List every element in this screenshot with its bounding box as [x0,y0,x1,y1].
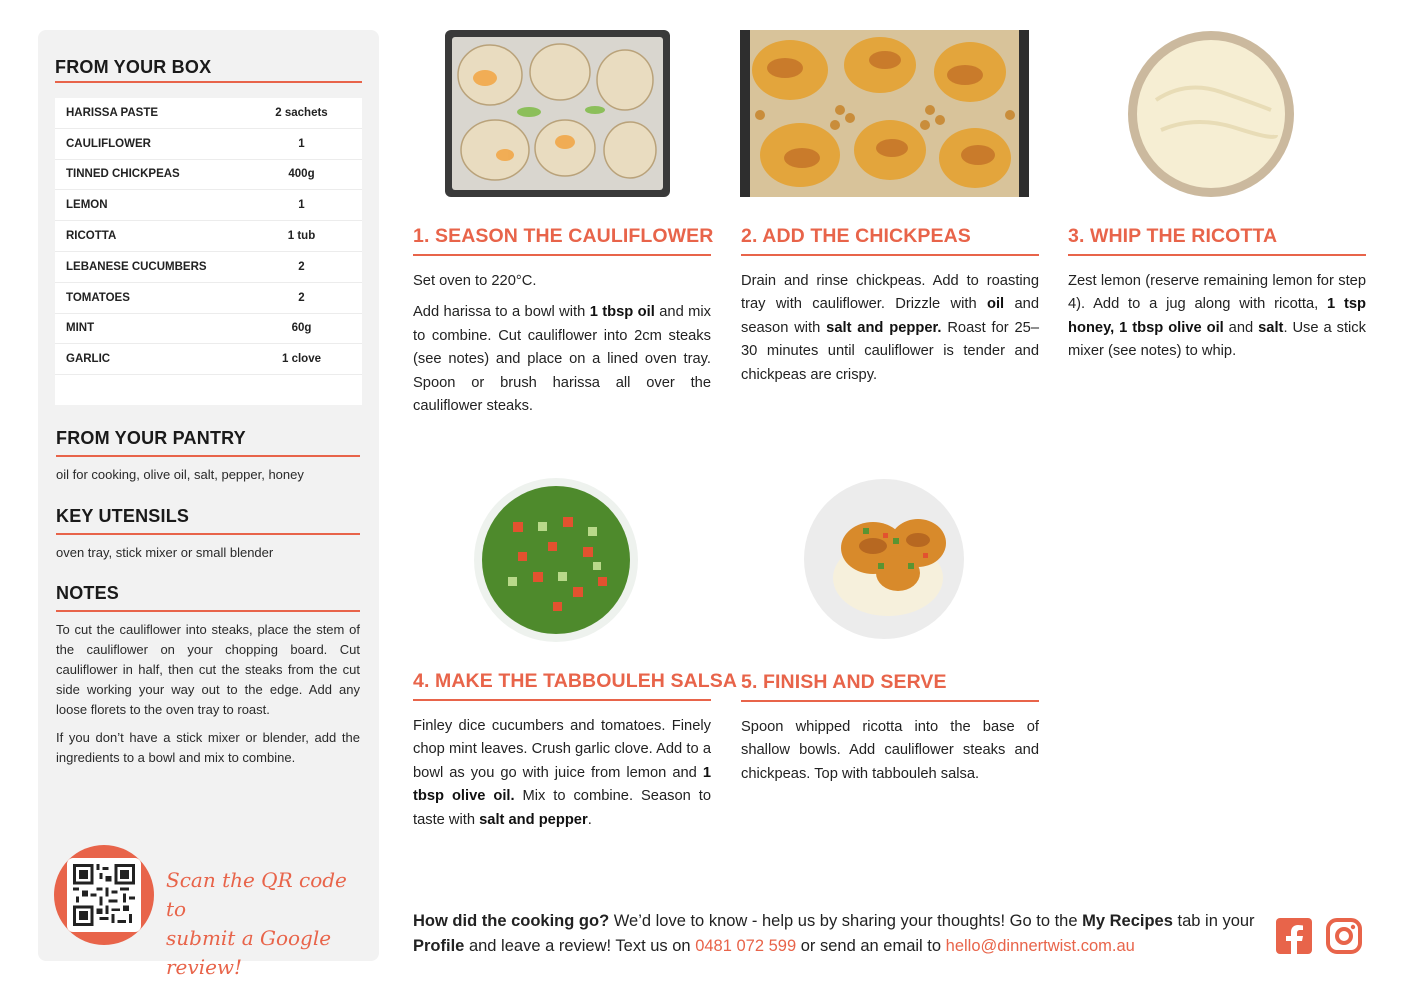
ingredient-qty: 1 [298,199,305,212]
step-paragraph [1068,270,1366,364]
step-instructions [741,716,1039,786]
step-instructions [741,270,1039,387]
pantry-text: oil for cooking, olive oil, salt, pepper, honey [56,467,304,482]
step-4 [413,670,738,832]
divider [741,700,1039,702]
notes-title: NOTES [56,583,120,603]
table-row [55,344,362,375]
table-row [55,283,362,314]
step-title: 2. ADD THE CHICKPEAS [741,225,971,247]
bold-ingredient: salt and pepper [479,811,588,828]
text-segment: . Use a stick mixer (see notes) to whip. [1068,319,1366,360]
ingredient-qty: 60g [291,322,312,335]
ingredient-qty: 1 [298,137,305,150]
roasted-tray-photo [740,30,1029,197]
notes-section [56,583,360,768]
step-1-photo [445,30,670,197]
finished-dish-photo [803,478,965,640]
step-2-photo [740,30,1029,197]
qr-code-icon [73,864,135,926]
qr-badge [54,845,154,945]
table-row [55,160,362,191]
ingredients-table [55,98,362,405]
footer-question: How did the cooking go? [413,912,610,930]
text-segment: and [1223,319,1259,336]
facebook-glyph [1275,917,1313,955]
utensils-title: KEY UTENSILS [56,506,190,526]
text-segment: and mix to combine. Cut cauliflower into 2cm steaks (see notes) and place on a lined oven tray. Spoon or brush harissa all over the cauliflower steaks. [413,304,711,415]
table-row [55,221,362,252]
divider [56,455,360,457]
salsa-bowl-photo [473,477,639,643]
ingredient-name: HARISSA PASTE [66,106,159,119]
feedback-footer [413,909,1263,959]
text-segment: Mix to combine. Season to taste with [413,788,711,828]
text-segment: Finley dice cucumbers and tomatoes. Finely chop mint leaves. Crush garlic clove. Add to a bowl as you go with juice from lemon and [413,718,711,781]
step-2 [741,225,1039,387]
ingredient-name: CAULIFLOWER [66,137,151,150]
bold-ingredient: oil [987,296,1005,313]
divider [1068,254,1366,256]
step-paragraph: Spoon whipped ricotta into the base of shallow bowls. Add cauliflower steaks and chickpeas. Top with tabbouleh salsa. [741,719,1039,782]
note-paragraph: To cut the cauliflower into steaks, place the stem of the cauliflower on your chopping board. Cut cauliflower in half, then cut the steaks from the cut side working your way out to the edge. Add any loose florets to the oven tray to roast. [56,622,360,717]
text-segment: and season with [741,296,1039,336]
bold-ingredient: 1 tsp honey, 1 tbsp olive oil [1068,296,1366,336]
utensils-section [56,506,360,563]
ingredient-name: GARLIC [66,353,111,366]
table-row [55,98,362,129]
facebook-icon[interactable] [1275,917,1313,955]
step-1 [413,225,714,418]
phone-link[interactable]: 0481 072 599 [695,937,797,955]
text-segment: Add harissa to a bowl with [413,304,590,321]
qr-caption [166,866,366,982]
table-row [55,190,362,221]
text-segment: Roast for 25–30 minutes until cauliflower is tender and chickpeas are crispy. [741,319,1039,383]
my-recipes-label: My Recipes [1082,912,1173,930]
step-instructions [413,270,711,418]
box-title: FROM YOUR BOX [55,57,212,77]
bold-ingredient: salt and pepper. [826,319,942,336]
divider [56,533,360,535]
ingredient-qty: 2 [298,291,305,304]
ingredient-qty: 400g [288,168,315,181]
step-title: 4. MAKE THE TABBOULEH SALSA [413,670,738,692]
qr-caption-line: submit a Google review! [166,926,332,979]
step-3 [1068,225,1366,364]
ingredient-name: RICOTTA [66,230,117,243]
text-segment: Zest lemon (reserve remaining lemon for step 4). Add to a jug along with ricotta, [1068,273,1366,313]
table-row [55,252,362,283]
text-segment: tab in your [1172,912,1255,930]
ingredient-name: TOMATOES [66,291,130,304]
ingredient-qty: 1 tub [287,230,316,243]
ingredient-name: MINT [66,322,95,335]
qr-code[interactable] [67,858,141,932]
ingredient-qty: 2 [298,260,305,273]
divider [413,699,711,701]
instagram-glyph [1325,917,1363,955]
bold-ingredient: salt [1258,319,1284,336]
divider [413,254,711,256]
table-row [55,129,362,160]
step-5 [741,671,1039,786]
instagram-icon[interactable] [1325,917,1363,955]
divider [55,81,362,83]
utensils-text: oven tray, stick mixer or small blender [56,545,274,560]
step-title: 3. WHIP THE RICOTTA [1068,225,1278,247]
step-4-photo [473,477,639,643]
tray-photo [445,30,670,197]
ricotta-bowl-photo [1126,30,1296,198]
step-paragraph [741,270,1039,387]
sidebar [38,30,379,979]
text-segment: or send an email to [796,937,946,955]
divider [56,610,360,612]
step-title: 5. FINISH AND SERVE [741,671,947,693]
text-segment: We’d love to know - help us by sharing your thoughts! Go to the [609,912,1083,930]
step-5-photo [803,478,965,640]
step-instructions [1068,270,1366,364]
ingredient-qty: 2 sachets [275,106,328,119]
text-segment: and leave a review! Text us on [464,937,696,955]
ingredient-qty: 1 clove [282,353,321,366]
step-paragraph [413,301,711,418]
ingredient-name: TINNED CHICKPEAS [66,168,180,181]
step-paragraph [413,715,711,832]
step-title: 1. SEASON THE CAULIFLOWER [413,225,714,247]
qr-caption-line: Scan the QR code to [166,868,347,921]
bold-ingredient: 1 tbsp olive oil. [413,764,711,805]
profile-label: Profile [413,937,465,955]
bold-ingredient: 1 tbsp oil [589,304,655,321]
text-segment: . [587,811,592,828]
pantry-section [56,428,360,485]
text-segment: Drain and rinse chickpeas. Add to roasting tray with cauliflower. Drizzle with [741,273,1039,313]
email-link[interactable]: hello@dinnertwist.com.au [945,937,1135,955]
ingredient-name: LEBANESE CUCUMBERS [66,260,207,273]
note-paragraph: If you don’t have a stick mixer or blender, add the ingredients to a bowl and mix to combine. [56,730,360,765]
pantry-title: FROM YOUR PANTRY [56,428,246,448]
ingredient-name: LEMON [66,199,108,212]
table-row [55,314,362,345]
step-paragraph: Set oven to 220°C. [413,273,537,289]
step-3-photo [1126,30,1296,198]
step-instructions [413,715,711,832]
divider [741,254,1039,256]
